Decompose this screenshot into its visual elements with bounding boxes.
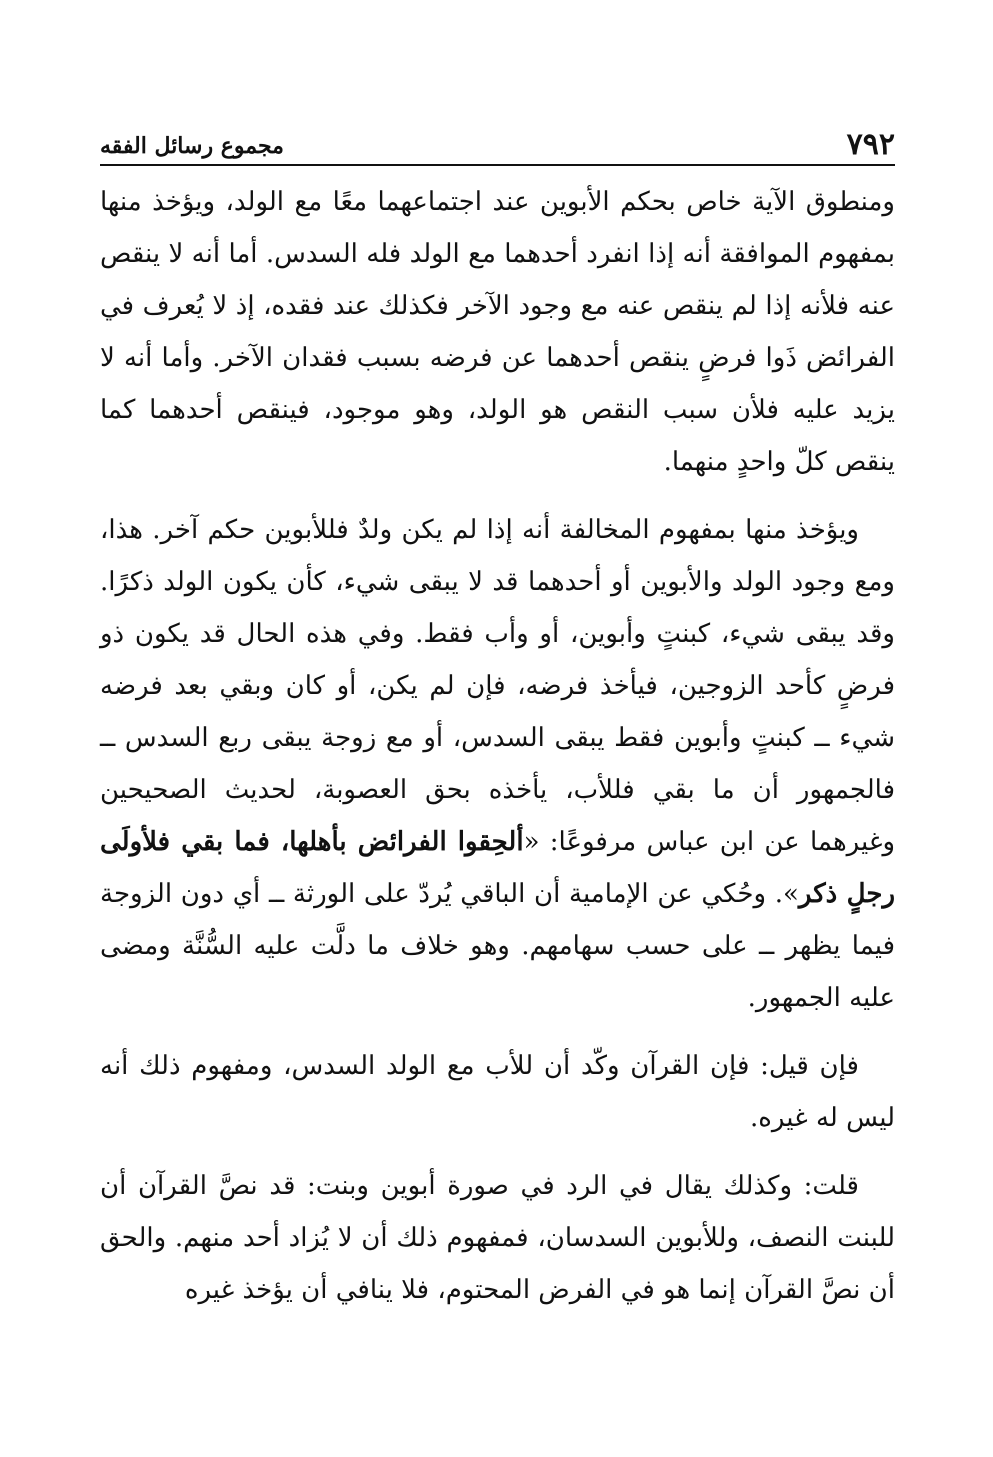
running-title: مجموع رسائل الفقه (100, 133, 284, 159)
paragraph-1: ومنطوق الآية خاص بحكم الأبوين عند اجتماعهما معًا مع الولد، ويؤخذ منها بمفهوم الموافقة أنه إذا انفرد أحدهما مع الولد فله السدس. أما أنه لا ينقص عنه فلأنه إذا لم ينقص عنه مع وجود الآخر فكذلك عند فقده، إذ لا يُعرف في الفرائض ذَوا فرضٍ ينقص أحدهما عن فرضه بسبب فقدان الآخر. وأما أنه لا يزيد عليه فلأن سبب النقص هو الولد، وهو موجود، فينقص أحدهما كما ينقص كلّ واحدٍ منهما. (100, 187, 895, 477)
body-text (100, 176, 895, 1332)
paragraph-4: قلت: وكذلك يقال في الرد في صورة أبوين وبنت: قد نصَّ القرآن أن للبنت النصف، وللأبوين السدسان، فمفهوم ذلك أن لا يُزاد أحد منهم. والحق أن نصَّ القرآن إنما هو في الفرض المحتوم، فلا ينافي أن يؤخذ غيره (100, 1171, 895, 1305)
paragraph-2-text-before: ويؤخذ منها بمفهوم المخالفة أنه إذا لم يكن ولدٌ فللأبوين حكم آخر. هذا، ومع وجود الولد والأبوين أو أحدهما قد لا يبقى شيء، كأن يكون الولد ذكرًا. وقد يبقى شيء، كبنتٍ وأبوين، أو وأب فقط. وفي هذه الحال قد يكون ذو فرضٍ كأحد الزوجين، فيأخذ فرضه، فإن لم يكن، أو كان وبقي بعد فرضه شيء ــ كبنتٍ وأبوين فقط يبقى السدس، أو مع زوجة يبقى ربع السدس ــ فالجمهور أن ما بقي فللأب، يأخذه بحق العصوبة، لحديث الصحيحين وغيرهما عن ابن عباس مرفوعًا: « (100, 515, 895, 857)
paragraph-2 (100, 504, 895, 1024)
header-divider (100, 164, 895, 166)
hadith-quote: ألحِقوا الفرائض بأهلها، فما بقي فلأولَى رجلٍ ذكر (100, 827, 896, 909)
page-number: ٧٩٢ (846, 127, 895, 162)
page-header (100, 126, 895, 166)
paragraph-2-text-after: ». وحُكي عن الإمامية أن الباقي يُردّ على الورثة ــ أي دون الزوجة فيما يظهر ــ على حسب سهامهم. وهو خلاف ما دلَّت عليه السُّنَّة ومضى عليه الجمهور. (100, 879, 895, 1013)
paragraph-3: فإن قيل: فإن القرآن وكّد أن للأب مع الولد السدس، ومفهوم ذلك أنه ليس له غيره. (100, 1051, 895, 1133)
